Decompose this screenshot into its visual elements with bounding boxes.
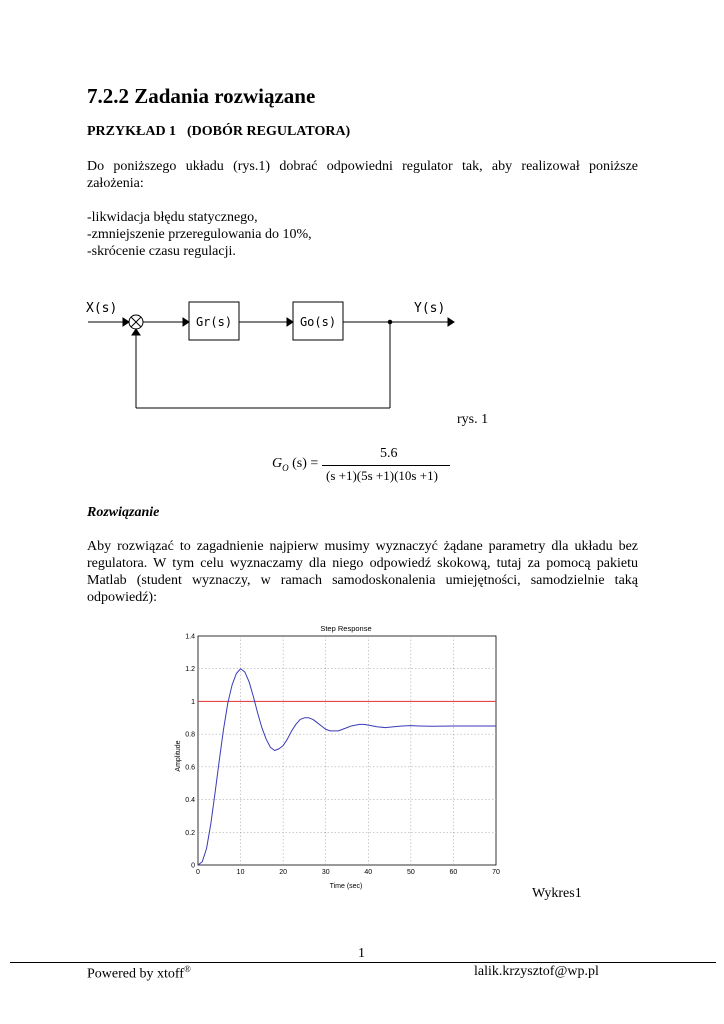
x-axis-label: Time (sec) <box>329 883 363 890</box>
example-label: PRZYKŁAD 1 <box>87 124 177 139</box>
x-tick-label: 50 <box>406 869 415 876</box>
requirement-item: -skrócenie czasu regulacji. <box>87 244 236 259</box>
x-tick-label: 20 <box>279 869 288 876</box>
intro-paragraph: Do poniższego układu (rys.1) dobrać odpowiedni regulator tak, aby realizował poniższe założenia: <box>87 159 638 191</box>
x-tick-label: 0 <box>196 869 200 876</box>
y-tick-label: 1.4 <box>185 633 195 641</box>
output-label: Y(s) <box>414 301 446 316</box>
step-response-chart <box>170 620 510 895</box>
formula-denominator: (s +1)(5s +1)(10s +1) <box>326 468 438 483</box>
footer-right: lalik.krzysztof@wp.pl <box>474 964 599 979</box>
y-tick-label: 0.8 <box>185 731 195 739</box>
y-tick-label: 0.6 <box>185 764 195 772</box>
solution-paragraph: Aby rozwiązać to zagadnienie najpierw musimy wyznaczyć żądane parametry dla układu bez regulatora. W tym celu wyznaczamy dla niego odpowiedź skokową, tutaj za pomocą pakietu Matlab (student wyznaczy, w ramach samodoskonalenia umiejętności, samodzielnie taką odpowiedź): <box>87 539 638 605</box>
plant-label: Go(s) <box>299 315 337 329</box>
x-tick-label: 70 <box>492 869 500 876</box>
fraction-bar <box>322 465 450 466</box>
y-tick-label: 0 <box>191 862 195 870</box>
registered-mark: ® <box>183 964 191 974</box>
block-diagram <box>84 292 474 417</box>
x-tick-label: 40 <box>364 869 373 876</box>
page-number: 1 <box>358 946 365 961</box>
y-tick-label: 1.2 <box>185 666 195 674</box>
input-label: X(s) <box>86 301 118 316</box>
y-tick-label: 0.4 <box>185 797 195 805</box>
formula-numerator: 5.6 <box>380 446 398 461</box>
y-tick-label: 0.2 <box>185 829 195 837</box>
section-title: 7.2.2 Zadania rozwiązane <box>87 84 316 108</box>
transfer-function <box>272 446 452 486</box>
x-tick-label: 10 <box>236 869 245 876</box>
figure-caption: rys. 1 <box>457 412 489 427</box>
footer-left: Powered by xtoff® <box>87 964 191 982</box>
requirement-item: -zmniejszenie przeregulowania do 10%, <box>87 227 312 242</box>
y-axis-label: Amplitude <box>175 740 182 772</box>
chart-caption: Wykres1 <box>532 886 582 901</box>
solution-heading: Rozwiązanie <box>87 505 160 520</box>
controller-label: Gr(s) <box>195 315 233 329</box>
footer-rule <box>10 962 716 963</box>
y-tick-label: 1 <box>191 698 195 706</box>
formula-lhs: $G_O$ (s) = <box>272 456 319 473</box>
example-topic: (DOBÓR REGULATORA) <box>187 124 351 139</box>
x-tick-label: 30 <box>321 869 330 876</box>
requirement-item: -likwidacja błędu statycznego, <box>87 210 258 225</box>
chart-title: Step Response <box>320 624 372 633</box>
example-heading <box>87 124 351 140</box>
x-tick-label: 60 <box>449 869 458 876</box>
